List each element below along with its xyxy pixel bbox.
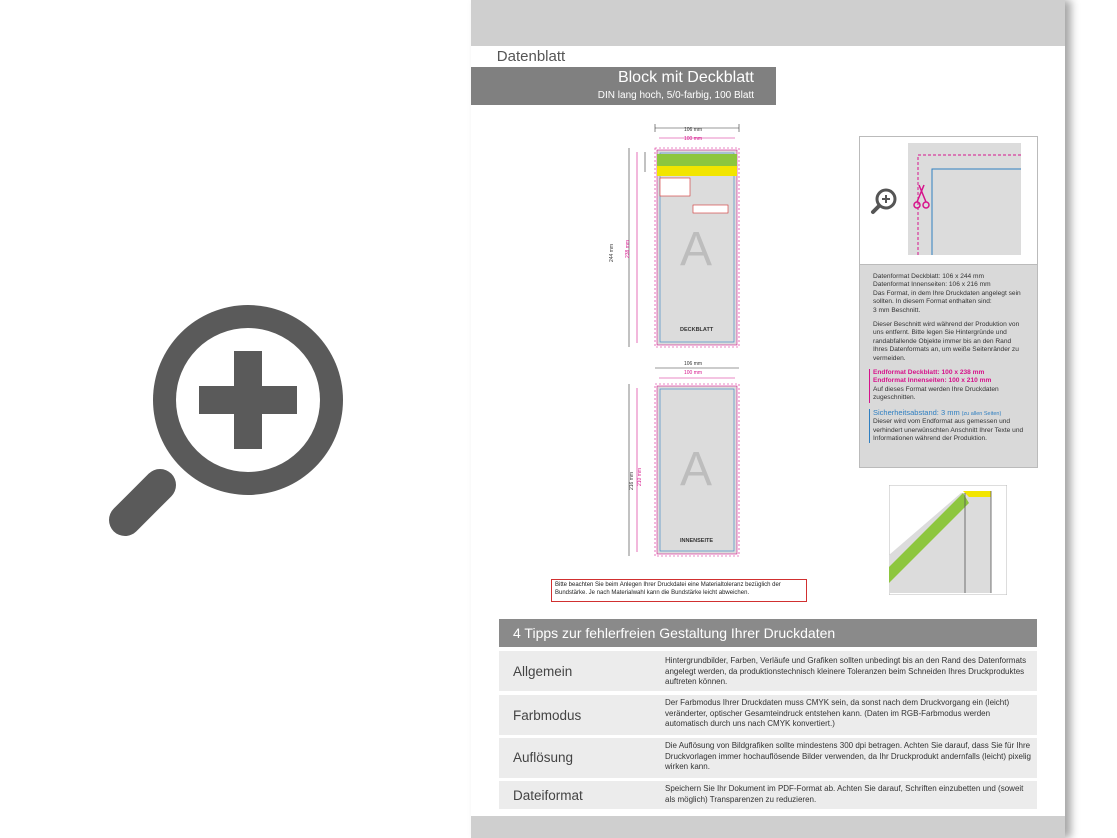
info-line: 3 mm Beschnitt. [873,306,921,314]
info-line: Das Format, in dem Ihre Druckdaten angelegt sein [873,289,1021,297]
tip-text: Hintergrundbilder, Farben, Verläufe und Grafiken sollten unbedingt bis an den Rand des Datenformats angelegt werden, da produktionstechnisch kleinere Toleranzen beim Schneiden Ihres Druckproduktes auftreten können. [665,656,1027,686]
zoom-in-icon[interactable] [100,285,360,550]
tolerance-notice: Bitte beachten Sie beim Anlegen Ihrer Druckdatei eine Materialtoleranz bezüglich der Bundstärke. Je nach Materialwahl kann die Bundstärke leicht abweichen. [551,579,807,602]
product-title: Block mit Deckblatt [617,69,754,86]
tip-row-aufloesung [499,738,1037,778]
tip-label: Auflösung [513,750,574,765]
binding-graphic [889,485,1007,595]
tip-row-allgemein [499,651,1037,691]
tip-row-farbmodus [499,695,1037,735]
cover-label: DECKBLATT [680,327,714,333]
info-line: Datenformat Innenseiten: 106 x 216 mm [873,281,991,289]
page-top-band [471,0,1065,46]
tip-text: Speichern Sie Ihr Dokument im PDF-Format ab. Achten Sie darauf, Schriften einzubetten und (soweit als möglich) Transparenzen zu reduzieren. [665,784,1024,804]
page-bottom-band [471,816,1065,838]
tip-row-dateiformat [499,781,1037,809]
tip-text: Die Auflösung von Bildgrafiken sollte mindestens 300 dpi betragen. Achten Sie darauf, dass Sie für Ihre Druckvorlagen immer hochauflösende Bilder verwenden, da Ihr Druckprodukt andernfalls (leicht) pixelig wirken kann. [665,741,1031,771]
cover-width-outer: 106 mm [684,127,703,133]
inner-label: INNENSEITE [680,538,714,544]
inner-height-inner: 210 mm [637,467,643,486]
info-line: Dieser wird vom Endformat aus gemessen und [873,418,1011,426]
tip-label: Farbmodus [513,708,582,723]
cover-letter: A [680,223,713,276]
datasheet-page [471,0,1065,838]
product-subtitle: DIN lang hoch, 5/0-farbig, 100 Blatt [597,90,754,101]
info-line: vermeiden. [873,354,906,362]
title-bar [471,67,776,105]
inner-width-outer: 106 mm [684,361,703,367]
info-box [859,136,1038,468]
info-line: randabfallende Objekte immer bis an den Rand [873,337,1012,345]
datasheet-tab: Datenblatt [471,46,591,67]
info-line: Dieser Beschnitt wird während der Produktion von [873,321,1020,329]
tip-label: Allgemein [513,664,573,679]
info-line: sollten. In diesem Format enthalten sind: [873,298,992,306]
tip-text: Der Farbmodus Ihrer Druckdaten muss CMYK sein, da sonst nach dem Druckvorgang ein (leicht) veränderter, optischer Gesamteindruck entstehen kann. (Daten im RGB-Farbmodus werden automatisch durch uns nach CMYK konvertiert.) [665,698,1010,728]
info-line: Datenformat Deckblatt: 106 x 244 mm [873,273,985,280]
bleed-detail-graphic [860,137,1037,264]
cover-height-inner: 238 mm [625,239,631,258]
info-text [873,273,1033,449]
info-line: Ihres Datenformats an, um weiße Seitenränder zu [873,346,1019,354]
detail-zoom-view [860,137,1037,265]
safety-margin-note: (zu allen Seiten) [961,410,1002,417]
info-line: uns entfernt. Bitte legen Sie Hintergründe und [873,329,1007,337]
info-line: Informationen während der Produktion. [873,434,987,442]
safety-margin-title: Sicherheitsabstand: 3 mm [873,407,960,417]
endformat-line: Endformat Innenseiten: 100 x 210 mm [873,377,992,385]
cover-width-inner: 100 mm [684,136,703,142]
cover-height-outer: 244 mm [609,243,615,262]
tip-label: Dateiformat [513,788,583,803]
info-line: zugeschnitten. [873,394,916,402]
inner-width-inner: 100 mm [684,370,703,376]
inner-letter: A [680,443,713,496]
tips-header: 4 Tipps zur fehlerfreien Gestaltung Ihrer Druckdaten [499,619,1037,647]
inner-height-outer: 216 mm [629,471,635,490]
endformat-line: Endformat Deckblatt: 100 x 238 mm [873,369,985,377]
info-line: verhindert unerwünschten Anschnitt Ihrer Texte und [873,426,1024,434]
info-line: Auf dieses Format werden Ihre Druckdaten [873,385,999,393]
